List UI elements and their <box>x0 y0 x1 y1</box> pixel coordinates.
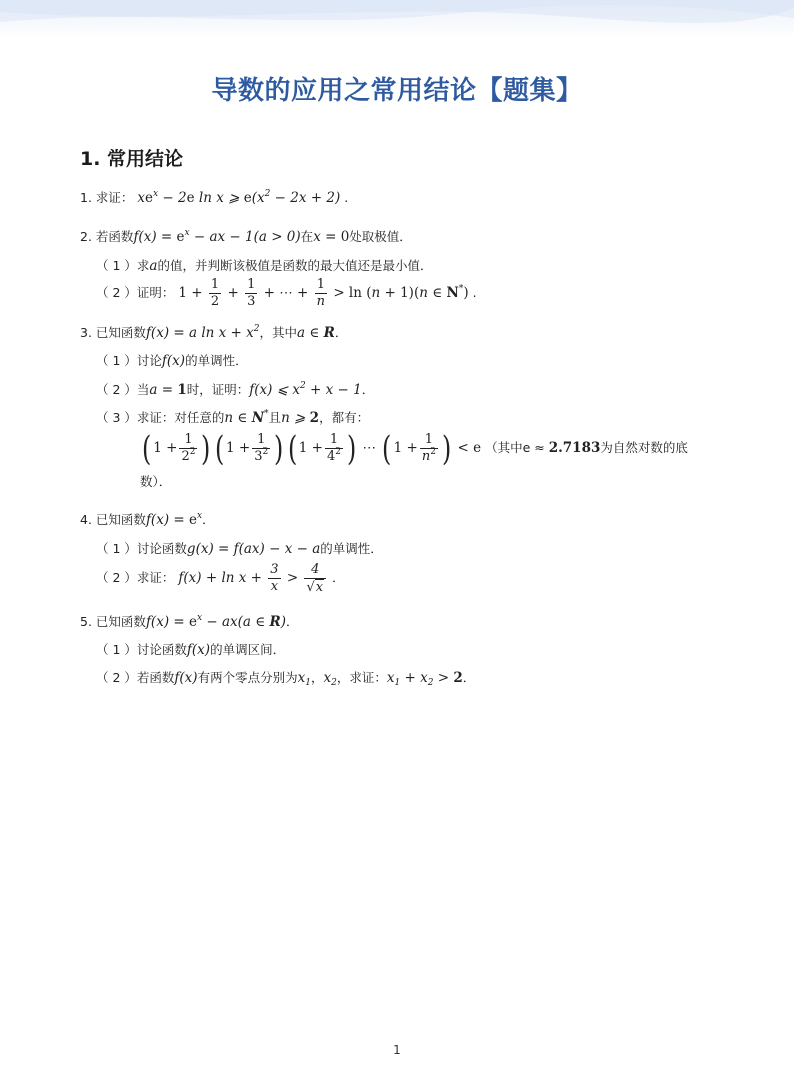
problem-2-part-2 <box>96 273 477 313</box>
problem-5-part-1 <box>96 640 285 660</box>
problem-3-part-2 <box>96 380 374 400</box>
part-text: 讨论函数 <box>136 541 187 556</box>
problem-4 <box>80 510 215 530</box>
part-note: 为自然对数的底 <box>600 440 688 455</box>
part-text: 求证：对任意的 <box>136 410 225 425</box>
problem-number: 3. <box>80 325 92 340</box>
problem-1-prefix: 求证： <box>95 190 134 205</box>
part-label: （ 2 ） <box>96 670 137 685</box>
part-text: ，都有： <box>319 410 370 425</box>
fraction: $\frac{1}{n^2}$ <box>421 432 436 464</box>
fraction: $\frac{1}{n}$ <box>316 277 326 309</box>
e-value: 2.7183 <box>548 440 601 456</box>
problem-3-stem-text: 已知函数 <box>95 325 146 340</box>
part-label: （ 1 ） <box>96 642 137 657</box>
part-text: 的单调性． <box>320 541 383 556</box>
part-inequality: $x_1 + x_2 > 2$ <box>386 670 463 688</box>
part-condition: n ⩾ 2 <box>281 410 320 426</box>
problem-1-suffix: . <box>344 190 349 205</box>
part-text: 求 <box>136 258 150 273</box>
part-label: （ 1 ） <box>96 353 137 368</box>
part-text: 时，证明： <box>186 382 250 397</box>
problem-3-stem-text: ． <box>334 325 348 340</box>
problem-2-function: $f(x) = e^x$ − ax − 1(a > 0) <box>133 228 301 245</box>
part-note: （其中e ≈ <box>485 440 549 455</box>
problem-3 <box>80 323 347 343</box>
header-wave-decoration <box>0 0 794 38</box>
part-label: （ 2 ） <box>96 382 137 397</box>
problem-3-part-3 <box>96 408 369 428</box>
part-label: （ 2 ） <box>96 285 137 300</box>
function-ref: f(x) <box>161 353 186 369</box>
problem-number: 5. <box>80 614 92 629</box>
problem-number: 2. <box>80 229 92 244</box>
part-variable: a <box>149 258 158 274</box>
part-label: （ 3 ） <box>96 410 137 425</box>
problem-4-part-2 <box>96 556 345 600</box>
problem-3-function: f(x) = a $\ln x + x^2$ <box>145 324 260 341</box>
part-text: 讨论函数 <box>136 642 187 657</box>
fraction: $\frac{1}{2^2}$ <box>181 432 196 464</box>
function-ref: f(x) <box>186 642 211 658</box>
part-inequality: f(x) ⩽ $x^2 + x - 1$ <box>249 381 362 398</box>
part-text: 的值，并判断该极值是函数的最大值还是最小值． <box>157 258 433 273</box>
part-text: 的单调性． <box>185 353 248 368</box>
problem-4-function: $f(x) = e^x$ <box>145 511 203 528</box>
function-ref: f(x) <box>174 670 198 686</box>
problem-3-part-1 <box>96 351 248 371</box>
problem-3-domain: a ∈ R <box>297 325 335 341</box>
fraction: $\frac{1}{2}$ <box>210 277 220 309</box>
part-text: 证明： <box>136 285 175 300</box>
part-label: （ 1 ） <box>96 258 137 273</box>
part-text: 且 <box>268 410 282 425</box>
part-text: 若函数 <box>136 670 175 685</box>
problem-2-point: x = 0 <box>313 229 350 245</box>
zero-points: $x_1$ <box>297 670 311 688</box>
part-condition: a = 1 <box>149 382 187 398</box>
part-text: ． <box>462 670 476 685</box>
section-heading: 1. 常用结论 <box>80 148 184 170</box>
problem-3-product-inequality: ( 1 + $\frac{1}{2^2}$ ) ( 1 + $\frac{1}{3^2}$ ) ( 1 + $\frac{1}{4^2}$ ) ⋯ ( 1 + $\frac{1}{n^2}$ ) < e （其中e ≈ 2.7183为自然对数的底 <box>141 428 688 469</box>
zero-points: $x_2$ <box>323 670 337 688</box>
problem-5-part-2 <box>96 668 475 688</box>
part-text: . <box>472 285 477 300</box>
problem-1-formula: $xe^x - 2e$ ln x ⩾ $e(x^2 - 2x + 2)$ <box>137 189 341 206</box>
problem-5 <box>80 612 299 632</box>
page-number: 1 <box>393 1043 401 1057</box>
page-title: 导数的应用之常用结论【题集】 <box>211 76 583 106</box>
separator: ， <box>310 670 324 685</box>
problem-3-stem-text: ，其中 <box>259 325 297 340</box>
header-decoration-band <box>0 0 794 38</box>
fraction: $\frac{1}{4^2}$ <box>326 432 341 464</box>
part-text: 的单调区间． <box>210 642 286 657</box>
problem-1 <box>80 188 348 208</box>
part-inequality: f(x) + ln x + $\frac{3}{x}$ > $\frac{4}{√x}$ <box>178 570 328 586</box>
problem-2-stem-text: 若函数 <box>95 229 134 244</box>
problem-number: 1. <box>80 190 92 205</box>
problem-number: 4. <box>80 512 92 527</box>
part-label: （ 2 ） <box>96 570 137 585</box>
part-text: 当 <box>136 382 150 397</box>
problem-2-stem-text: 处取极值． <box>349 229 412 244</box>
problem-3-note-continued: 数）． <box>140 474 172 489</box>
part-text: 求证： <box>136 570 175 585</box>
part-label: （ 1 ） <box>96 541 137 556</box>
fraction: $\frac{3}{x}$ <box>270 562 279 594</box>
part-condition: n ∈ N* <box>224 409 269 426</box>
problem-5-function: $f(x) = e^x - ax(a$ ∈ R) <box>145 613 287 630</box>
problem-5-stem-text: ． <box>286 614 299 629</box>
part-text: ． <box>332 570 345 585</box>
fraction: $\frac{1}{3}$ <box>247 277 256 309</box>
problem-2 <box>80 227 412 247</box>
problem-5-stem-text: 已知函数 <box>95 614 146 629</box>
part-text: ． <box>361 382 375 397</box>
part-text: 有两个零点分别为 <box>197 670 298 685</box>
problem-2-stem-text: 在 <box>300 229 314 244</box>
part-function-g: g(x) = f(ax) − x − a <box>186 541 321 557</box>
problem-4-stem-text: ． <box>202 512 215 527</box>
fraction: $\frac{1}{3^2}$ <box>254 432 269 464</box>
part-text: 讨论 <box>136 353 162 368</box>
problem-2-series-formula: 1 + $\frac{1}{2}$ + $\frac{1}{3}$ + ⋯ + $\frac{1}{n}$ > ln (n + 1)(n ∈ N*) <box>178 277 469 309</box>
problem-4-stem-text: 已知函数 <box>95 512 146 527</box>
part-text: ，求证： <box>336 670 387 685</box>
fraction: $\frac{4}{√x}$ <box>304 562 326 596</box>
